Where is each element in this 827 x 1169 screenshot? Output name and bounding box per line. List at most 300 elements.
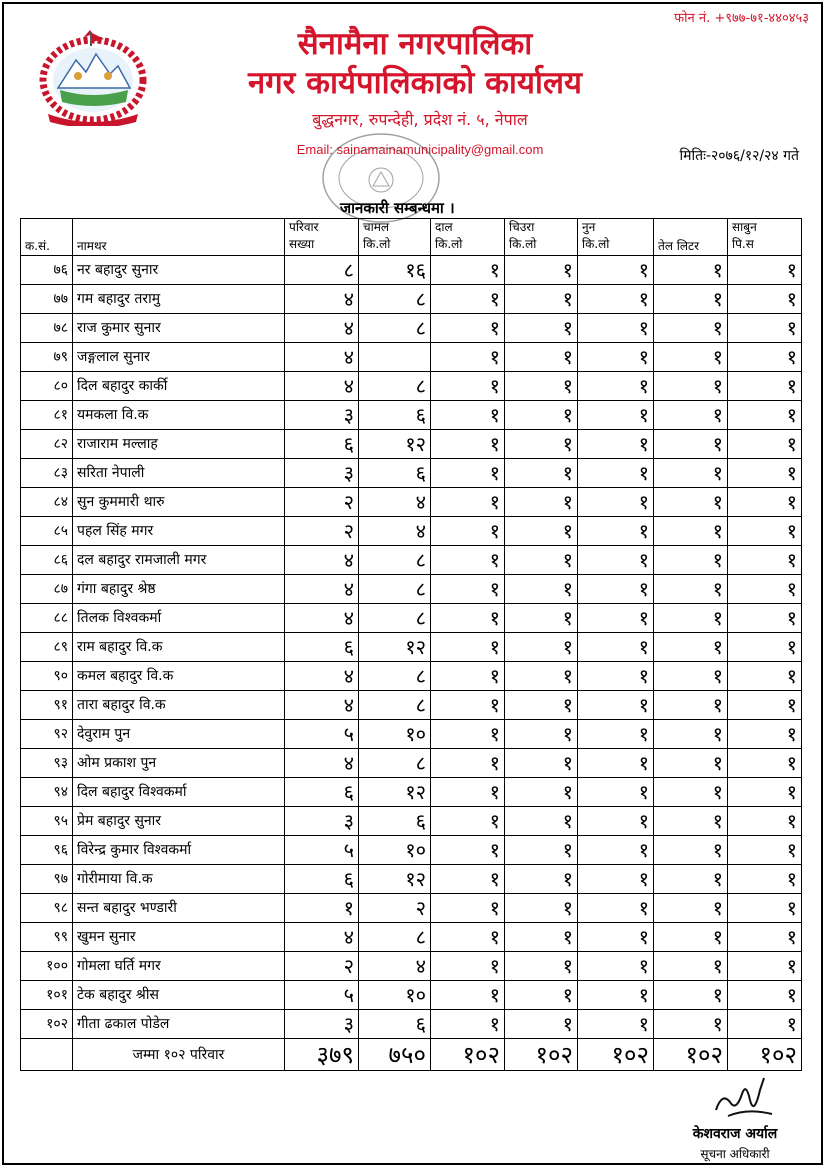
table-row xyxy=(21,372,802,401)
cell-sn: १०२ xyxy=(21,1010,73,1039)
cell-soap: १ xyxy=(728,836,802,865)
cell-rice: ६ xyxy=(359,459,431,488)
cell-dal: १ xyxy=(431,488,505,517)
cell-name: गम बहादुर तरामु xyxy=(73,285,285,314)
cell-chiura: १ xyxy=(505,285,578,314)
cell-chiura: १ xyxy=(505,720,578,749)
cell-rice xyxy=(359,343,431,372)
cell-oil: १ xyxy=(654,314,728,343)
table-row xyxy=(21,401,802,430)
cell-oil: १ xyxy=(654,807,728,836)
cell-dal: १ xyxy=(431,778,505,807)
cell-oil: १ xyxy=(654,749,728,778)
cell-family: १ xyxy=(285,894,359,923)
cell-rice: १० xyxy=(359,720,431,749)
cell-sn: ८९ xyxy=(21,633,73,662)
cell-dal: १ xyxy=(431,1010,505,1039)
cell-family: २ xyxy=(285,517,359,546)
cell-dal: १ xyxy=(431,575,505,604)
cell-salt: १ xyxy=(578,401,654,430)
cell-chiura: १ xyxy=(505,517,578,546)
cell-name: टेक बहादुर श्रीस xyxy=(73,981,285,1010)
cell-dal: १ xyxy=(431,691,505,720)
cell-soap: १ xyxy=(728,314,802,343)
cell-soap: १ xyxy=(728,807,802,836)
cell-dal: १ xyxy=(431,459,505,488)
cell-salt: १ xyxy=(578,285,654,314)
cell-sn: ८६ xyxy=(21,546,73,575)
cell-salt: १ xyxy=(578,575,654,604)
cell-salt: १ xyxy=(578,691,654,720)
cell-dal: १ xyxy=(431,981,505,1010)
cell-chiura: १ xyxy=(505,459,578,488)
cell-soap: १ xyxy=(728,691,802,720)
cell-chiura: १ xyxy=(505,633,578,662)
cell-family: २ xyxy=(285,952,359,981)
signature-image xyxy=(708,1072,778,1124)
cell-oil: १ xyxy=(654,778,728,807)
cell-family: ८ xyxy=(285,256,359,285)
cell-oil: १ xyxy=(654,517,728,546)
cell-salt: १ xyxy=(578,459,654,488)
cell-oil: १ xyxy=(654,256,728,285)
cell-soap: १ xyxy=(728,575,802,604)
cell-dal: १ xyxy=(431,952,505,981)
cell-family: ३ xyxy=(285,807,359,836)
cell-salt: १ xyxy=(578,981,654,1010)
cell-chiura: १ xyxy=(505,894,578,923)
office-email: Email: sainamainamunicipality@gmail.com xyxy=(296,142,544,157)
total-row xyxy=(21,1039,802,1071)
table-row xyxy=(21,923,802,952)
cell-soap: १ xyxy=(728,343,802,372)
cell-sn: ९१ xyxy=(21,691,73,720)
cell-soap: १ xyxy=(728,517,802,546)
cell-dal: १ xyxy=(431,836,505,865)
cell-soap: १ xyxy=(728,662,802,691)
cell-oil: १ xyxy=(654,981,728,1010)
cell-dal: १ xyxy=(431,546,505,575)
table-row xyxy=(21,488,802,517)
cell-family: ४ xyxy=(285,314,359,343)
total-soap: १०२ xyxy=(728,1039,802,1071)
cell-salt: १ xyxy=(578,256,654,285)
table-row xyxy=(21,981,802,1010)
cell-name: राम बहादुर वि.क xyxy=(73,633,285,662)
cell-name: गीता ढकाल पोडेल xyxy=(73,1010,285,1039)
table-header-row xyxy=(21,219,802,256)
cell-name: देवुराम पुन xyxy=(73,720,285,749)
cell-soap: १ xyxy=(728,1010,802,1039)
cell-sn: ८८ xyxy=(21,604,73,633)
table-row xyxy=(21,691,802,720)
total-oil: १०२ xyxy=(654,1039,728,1071)
cell-oil: १ xyxy=(654,952,728,981)
cell-salt: १ xyxy=(578,952,654,981)
cell-name: विरेन्द्र कुमार विश्वकर्मा xyxy=(73,836,285,865)
cell-name: जङ्गलाल सुनार xyxy=(73,343,285,372)
cell-soap: १ xyxy=(728,546,802,575)
cell-soap: १ xyxy=(728,894,802,923)
cell-soap: १ xyxy=(728,430,802,459)
cell-name: सरिता नेपाली xyxy=(73,459,285,488)
cell-chiura: १ xyxy=(505,807,578,836)
cell-oil: १ xyxy=(654,633,728,662)
cell-dal: १ xyxy=(431,662,505,691)
cell-name: ओम प्रकाश पुन xyxy=(73,749,285,778)
cell-soap: १ xyxy=(728,488,802,517)
cell-chiura: १ xyxy=(505,778,578,807)
cell-rice: १० xyxy=(359,981,431,1010)
signatory-role: सूचना अधिकारी xyxy=(700,1147,770,1161)
cell-sn: ८२ xyxy=(21,430,73,459)
cell-chiura: १ xyxy=(505,488,578,517)
cell-rice: ८ xyxy=(359,662,431,691)
table-row xyxy=(21,343,802,372)
cell-family: ४ xyxy=(285,662,359,691)
cell-dal: १ xyxy=(431,372,505,401)
cell-family: ४ xyxy=(285,372,359,401)
cell-oil: १ xyxy=(654,546,728,575)
cell-dal: १ xyxy=(431,517,505,546)
cell-dal: १ xyxy=(431,923,505,952)
cell-name: तिलक विश्वकर्मा xyxy=(73,604,285,633)
cell-rice: १२ xyxy=(359,865,431,894)
table-row xyxy=(21,662,802,691)
government-emblem-icon xyxy=(38,30,148,126)
cell-sn: ९९ xyxy=(21,923,73,952)
cell-chiura: १ xyxy=(505,256,578,285)
cell-family: ३ xyxy=(285,401,359,430)
cell-rice: ८ xyxy=(359,546,431,575)
cell-name: कमल बहादुर वि.क xyxy=(73,662,285,691)
cell-sn: ८३ xyxy=(21,459,73,488)
cell-oil: १ xyxy=(654,488,728,517)
cell-rice: ८ xyxy=(359,691,431,720)
cell-chiura: १ xyxy=(505,691,578,720)
cell-name: यमकला वि.क xyxy=(73,401,285,430)
cell-sn: ९४ xyxy=(21,778,73,807)
cell-sn: ९२ xyxy=(21,720,73,749)
cell-oil: १ xyxy=(654,720,728,749)
cell-chiura: १ xyxy=(505,865,578,894)
cell-sn: ७७ xyxy=(21,285,73,314)
table-row xyxy=(21,836,802,865)
cell-oil: १ xyxy=(654,430,728,459)
header-soap: साबुन पि.स xyxy=(728,219,802,256)
cell-oil: १ xyxy=(654,285,728,314)
cell-oil: १ xyxy=(654,343,728,372)
cell-family: ६ xyxy=(285,633,359,662)
cell-family: ५ xyxy=(285,720,359,749)
cell-oil: १ xyxy=(654,604,728,633)
cell-salt: १ xyxy=(578,430,654,459)
cell-rice: ४ xyxy=(359,952,431,981)
cell-family: ४ xyxy=(285,749,359,778)
header-dal: दाल कि.लो xyxy=(431,219,505,256)
cell-name: दिल बहादुर कार्की xyxy=(73,372,285,401)
document-date: मितिः-२०७६/१२/२४ गते xyxy=(679,148,799,164)
cell-dal: १ xyxy=(431,314,505,343)
table-row xyxy=(21,720,802,749)
table-row xyxy=(21,1010,802,1039)
cell-soap: १ xyxy=(728,749,802,778)
cell-rice: ८ xyxy=(359,604,431,633)
cell-name: पहल सिंह मगर xyxy=(73,517,285,546)
table-row xyxy=(21,865,802,894)
cell-sn: ७८ xyxy=(21,314,73,343)
cell-rice: १२ xyxy=(359,778,431,807)
cell-dal: १ xyxy=(431,430,505,459)
cell-salt: १ xyxy=(578,488,654,517)
cell-dal: १ xyxy=(431,401,505,430)
cell-dal: १ xyxy=(431,343,505,372)
table-row xyxy=(21,894,802,923)
cell-name: नर बहादुर सुनार xyxy=(73,256,285,285)
cell-sn: ७६ xyxy=(21,256,73,285)
cell-chiura: १ xyxy=(505,546,578,575)
table-row xyxy=(21,952,802,981)
cell-sn: ८० xyxy=(21,372,73,401)
header-family: परिवार सख्या xyxy=(285,219,359,256)
cell-salt: १ xyxy=(578,517,654,546)
cell-family: ५ xyxy=(285,981,359,1010)
cell-chiura: १ xyxy=(505,575,578,604)
cell-oil: १ xyxy=(654,372,728,401)
header-salt: नुन कि.लो xyxy=(578,219,654,256)
cell-family: ३ xyxy=(285,1010,359,1039)
total-sn xyxy=(21,1039,73,1071)
table-row xyxy=(21,778,802,807)
table-row xyxy=(21,459,802,488)
cell-sn: ९५ xyxy=(21,807,73,836)
cell-family: ६ xyxy=(285,430,359,459)
cell-family: ४ xyxy=(285,923,359,952)
cell-dal: १ xyxy=(431,749,505,778)
cell-oil: १ xyxy=(654,1010,728,1039)
table-row xyxy=(21,633,802,662)
cell-salt: १ xyxy=(578,1010,654,1039)
cell-salt: १ xyxy=(578,865,654,894)
cell-chiura: १ xyxy=(505,430,578,459)
total-dal: १०२ xyxy=(431,1039,505,1071)
cell-rice: ८ xyxy=(359,923,431,952)
cell-dal: १ xyxy=(431,894,505,923)
cell-family: ४ xyxy=(285,691,359,720)
municipality-name: सैनामैना नगरपालिका xyxy=(297,26,533,62)
cell-name: गोरीमाया वि.क xyxy=(73,865,285,894)
cell-family: २ xyxy=(285,488,359,517)
cell-oil: १ xyxy=(654,923,728,952)
cell-salt: १ xyxy=(578,720,654,749)
cell-salt: १ xyxy=(578,604,654,633)
cell-chiura: १ xyxy=(505,1010,578,1039)
cell-sn: ८१ xyxy=(21,401,73,430)
cell-salt: १ xyxy=(578,778,654,807)
cell-soap: १ xyxy=(728,981,802,1010)
cell-rice: ८ xyxy=(359,749,431,778)
cell-soap: १ xyxy=(728,865,802,894)
table-row xyxy=(21,517,802,546)
cell-salt: १ xyxy=(578,343,654,372)
cell-salt: १ xyxy=(578,807,654,836)
cell-name: दिल बहादुर विश्वकर्मा xyxy=(73,778,285,807)
cell-salt: १ xyxy=(578,923,654,952)
cell-chiura: १ xyxy=(505,401,578,430)
cell-rice: ८ xyxy=(359,372,431,401)
cell-name: राजाराम मल्लाह xyxy=(73,430,285,459)
cell-soap: १ xyxy=(728,285,802,314)
total-chiura: १०२ xyxy=(505,1039,578,1071)
cell-soap: १ xyxy=(728,778,802,807)
cell-sn: ९८ xyxy=(21,894,73,923)
table-row xyxy=(21,807,802,836)
table-row xyxy=(21,285,802,314)
cell-salt: १ xyxy=(578,894,654,923)
cell-oil: १ xyxy=(654,401,728,430)
cell-rice: ६ xyxy=(359,807,431,836)
cell-chiura: १ xyxy=(505,749,578,778)
cell-rice: १२ xyxy=(359,633,431,662)
cell-name: प्रेम बहादुर सुनार xyxy=(73,807,285,836)
cell-dal: १ xyxy=(431,604,505,633)
cell-family: ४ xyxy=(285,575,359,604)
cell-dal: १ xyxy=(431,256,505,285)
cell-chiura: १ xyxy=(505,604,578,633)
cell-soap: १ xyxy=(728,372,802,401)
cell-soap: १ xyxy=(728,952,802,981)
table-row xyxy=(21,314,802,343)
cell-oil: १ xyxy=(654,459,728,488)
cell-name: सुन कुममारी थारु xyxy=(73,488,285,517)
cell-sn: ९७ xyxy=(21,865,73,894)
cell-salt: १ xyxy=(578,836,654,865)
cell-name: दल बहादुर रामजाली मगर xyxy=(73,546,285,575)
header-chiura: चिउरा कि.लो xyxy=(505,219,578,256)
cell-dal: १ xyxy=(431,285,505,314)
cell-family: ४ xyxy=(285,343,359,372)
signatory-name: केशवराज अर्याल xyxy=(692,1126,778,1142)
cell-dal: १ xyxy=(431,720,505,749)
cell-sn: १०१ xyxy=(21,981,73,1010)
cell-soap: १ xyxy=(728,604,802,633)
header-name: नामथर xyxy=(73,219,285,256)
cell-sn: १०० xyxy=(21,952,73,981)
cell-soap: १ xyxy=(728,923,802,952)
cell-rice: १६ xyxy=(359,256,431,285)
cell-oil: १ xyxy=(654,691,728,720)
table-row xyxy=(21,430,802,459)
header-rice: चामल कि.लो xyxy=(359,219,431,256)
total-label: जम्मा १०२ परिवार xyxy=(73,1039,285,1071)
cell-chiura: १ xyxy=(505,923,578,952)
cell-family: ४ xyxy=(285,604,359,633)
cell-chiura: १ xyxy=(505,662,578,691)
cell-oil: १ xyxy=(654,865,728,894)
cell-sn: ७९ xyxy=(21,343,73,372)
letter-subject: जानकारी सम्बन्धमा । xyxy=(340,199,455,217)
cell-rice: ६ xyxy=(359,401,431,430)
cell-name: राज कुमार सुनार xyxy=(73,314,285,343)
cell-family: ४ xyxy=(285,285,359,314)
cell-salt: १ xyxy=(578,662,654,691)
cell-soap: १ xyxy=(728,256,802,285)
cell-soap: १ xyxy=(728,459,802,488)
cell-sn: ९३ xyxy=(21,749,73,778)
table-row xyxy=(21,749,802,778)
cell-sn: ८४ xyxy=(21,488,73,517)
cell-name: गोमला घर्ति मगर xyxy=(73,952,285,981)
cell-name: गंगा बहादुर श्रेष्ठ xyxy=(73,575,285,604)
cell-family: ४ xyxy=(285,546,359,575)
cell-oil: १ xyxy=(654,836,728,865)
cell-sn: ९६ xyxy=(21,836,73,865)
cell-chiura: १ xyxy=(505,372,578,401)
cell-salt: १ xyxy=(578,314,654,343)
cell-soap: १ xyxy=(728,401,802,430)
cell-soap: १ xyxy=(728,720,802,749)
total-rice: ७५० xyxy=(359,1039,431,1071)
cell-salt: १ xyxy=(578,749,654,778)
cell-chiura: १ xyxy=(505,981,578,1010)
office-name: नगर कार्यपालिकाको कार्यालय xyxy=(248,65,582,101)
table-row xyxy=(21,575,802,604)
cell-rice: १२ xyxy=(359,430,431,459)
cell-name: खुमन सुनार xyxy=(73,923,285,952)
relief-distribution-table xyxy=(20,218,802,1071)
cell-rice: ८ xyxy=(359,285,431,314)
cell-rice: १० xyxy=(359,836,431,865)
cell-salt: १ xyxy=(578,372,654,401)
cell-soap: १ xyxy=(728,633,802,662)
total-salt: १०२ xyxy=(578,1039,654,1071)
header-oil: तेल लिटर xyxy=(654,219,728,256)
cell-rice: ६ xyxy=(359,1010,431,1039)
cell-rice: ४ xyxy=(359,488,431,517)
cell-chiura: १ xyxy=(505,836,578,865)
table-row xyxy=(21,256,802,285)
table-row xyxy=(21,604,802,633)
total-family: ३७९ xyxy=(285,1039,359,1071)
cell-sn: ८५ xyxy=(21,517,73,546)
cell-dal: १ xyxy=(431,865,505,894)
cell-family: ३ xyxy=(285,459,359,488)
cell-rice: २ xyxy=(359,894,431,923)
cell-family: ६ xyxy=(285,865,359,894)
cell-salt: १ xyxy=(578,546,654,575)
cell-oil: १ xyxy=(654,662,728,691)
cell-salt: १ xyxy=(578,633,654,662)
cell-family: ६ xyxy=(285,778,359,807)
cell-sn: ९० xyxy=(21,662,73,691)
cell-rice: ८ xyxy=(359,575,431,604)
cell-chiura: १ xyxy=(505,314,578,343)
cell-name: सन्त बहादुर भण्डारी xyxy=(73,894,285,923)
cell-oil: १ xyxy=(654,894,728,923)
table-row xyxy=(21,546,802,575)
cell-oil: १ xyxy=(654,575,728,604)
cell-chiura: १ xyxy=(505,952,578,981)
cell-family: ५ xyxy=(285,836,359,865)
cell-dal: १ xyxy=(431,633,505,662)
office-address: बुद्धनगर, रुपन्देही, प्रदेश नं. ५, नेपाल xyxy=(312,110,528,129)
cell-chiura: १ xyxy=(505,343,578,372)
cell-sn: ८७ xyxy=(21,575,73,604)
cell-rice: ४ xyxy=(359,517,431,546)
header-sn: क.सं. xyxy=(21,219,73,256)
cell-name: तारा बहादुर वि.क xyxy=(73,691,285,720)
cell-rice: ८ xyxy=(359,314,431,343)
